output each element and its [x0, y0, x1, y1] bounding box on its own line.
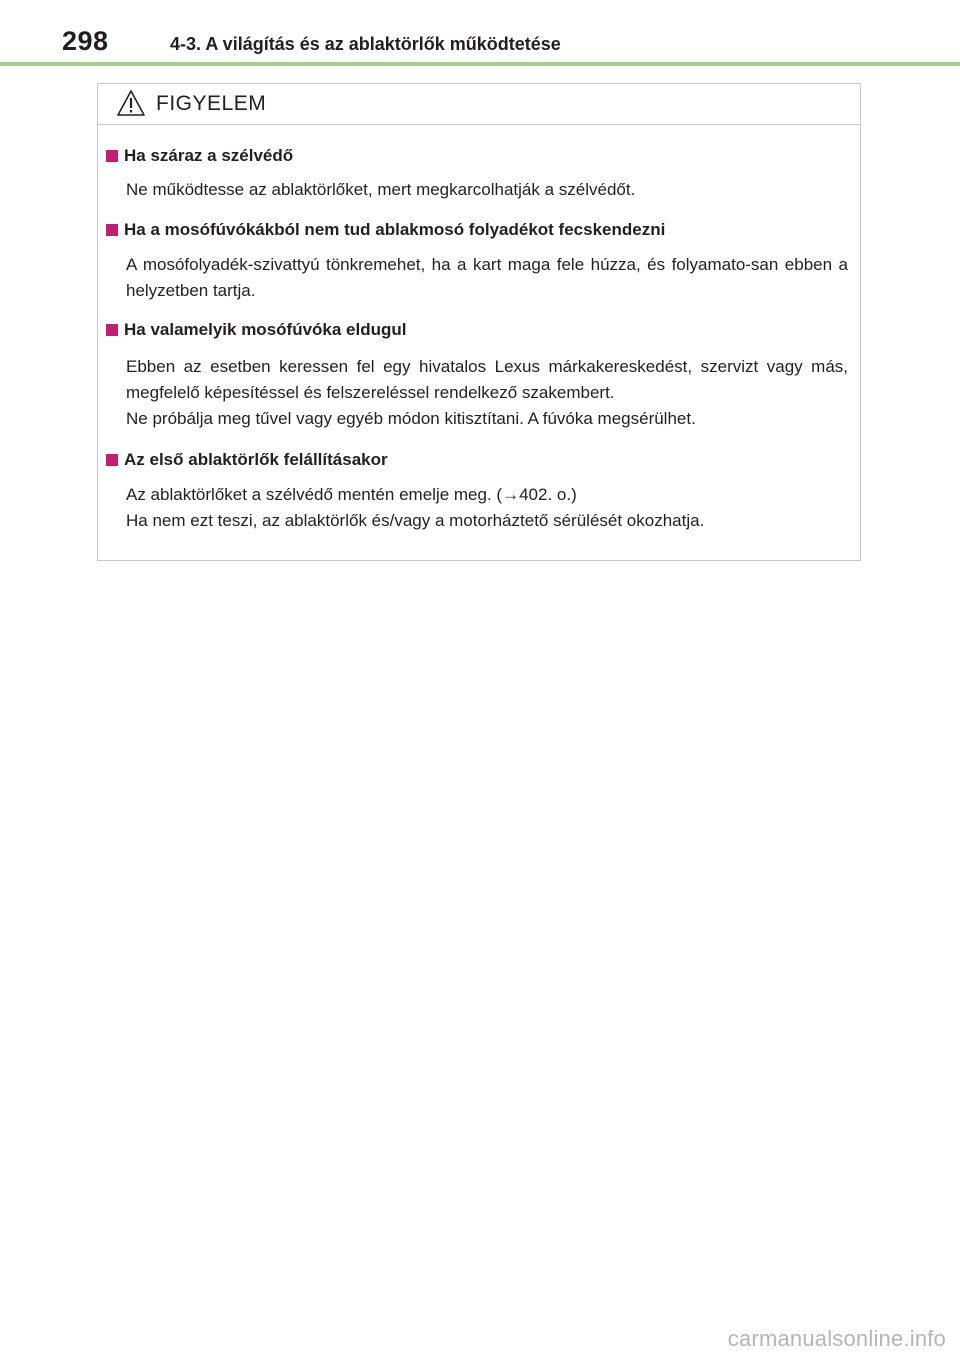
item-heading: [106, 146, 293, 166]
item-paragraph: Az ablaktörlőket a szélvédő mentén emelje meg. (→402. o.): [126, 485, 577, 504]
square-bullet-icon: [106, 324, 118, 336]
square-bullet-icon: [106, 150, 118, 162]
warning-box: [97, 83, 861, 561]
item-paragraph: Ne próbálja meg tűvel vagy egyéb módon kitisztítani. A fúvóka megsérülhet.: [126, 409, 696, 428]
page-number: 298: [62, 26, 109, 56]
header-divider: [0, 62, 960, 66]
item-heading: [106, 220, 665, 240]
item-heading-text: Ha száraz a szélvédő: [124, 146, 294, 165]
warning-triangle-icon: [116, 89, 146, 117]
item-heading: [106, 450, 388, 470]
item-text: [126, 354, 848, 432]
item-paragraph: Ebben az esetben keressen fel egy hivatalos Lexus márkakereskedést, szervizt vagy más, megfelelő képesítéssel és felszereléssel rendelkező szakembert.: [126, 357, 848, 402]
warning-title: FIGYELEM: [156, 92, 267, 115]
item-heading: [106, 320, 406, 340]
item-text: [126, 482, 848, 534]
item-paragraph: Ha nem ezt teszi, az ablaktörlők és/vagy a motorháztető sérülését okozhatja.: [126, 511, 705, 530]
item-paragraph: A mosófolyadék-szivattyú tönkremehet, ha a kart maga fele húzza, és folyamato-san ebben a helyzetben tartja.: [126, 255, 848, 300]
item-paragraph: Ne működtesse az ablaktörlőket, mert megkarcolhatják a szélvédőt.: [126, 180, 636, 199]
square-bullet-icon: [106, 224, 118, 236]
item-text: [126, 252, 848, 304]
section-title: 4-3. A világítás és az ablaktörlők működtetése: [170, 34, 561, 54]
watermark: carmanualsonline.info: [727, 1326, 946, 1351]
item-heading-text: Az első ablaktörlők felállításakor: [124, 450, 388, 469]
item-heading-text: Ha valamelyik mosófúvóka eldugul: [124, 320, 407, 339]
page-header: [62, 24, 960, 64]
square-bullet-icon: [106, 454, 118, 466]
item-heading-text: Ha a mosófúvókákból nem tud ablakmosó folyadékot fecskendezni: [124, 220, 666, 239]
warning-header: [98, 84, 860, 125]
item-text: [126, 177, 848, 203]
